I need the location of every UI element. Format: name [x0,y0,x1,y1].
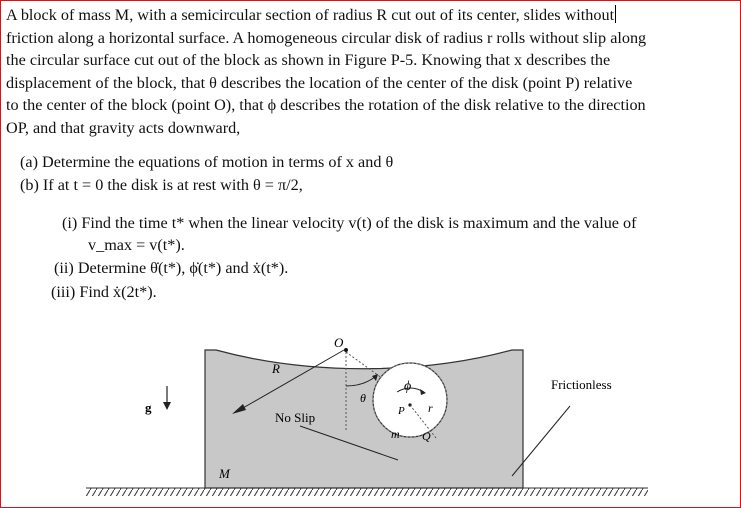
problem-line-1: A block of mass M, with a semicircular section of radius R cut out of its center, slides without [6,6,615,24]
point-O [344,348,348,352]
label-r: r [428,401,433,415]
label-P: P [398,405,405,417]
problem-line-4: displacement of the block, that θ describes the location of the center of the disk (point P) relative [6,73,633,92]
ground-hatch [86,488,648,496]
label-noslip: No Slip [275,410,316,425]
problem-line-6: OP, and that gravity acts downward, [6,118,241,137]
label-g: g [145,400,152,415]
subpart-i-line1: (i) Find the time t* when the linear velocity v(t) of the disk is maximum and the value of [62,214,637,232]
problem-line-2: friction along a horizontal surface. A homogeneous circular disk of radius r rolls without slip along [6,28,647,47]
gravity-arrowhead [163,402,171,410]
label-M: M [219,466,230,481]
label-frictionless: Frictionless [551,377,612,392]
subpart-iii: (iii) Find ẋ(2t*). [51,283,157,301]
block [205,350,523,488]
problem-line-5: to the center of the block (point O), that ϕ describes the rotation of the disk relative to the direction [6,96,646,115]
part-a: (a) Determine the equations of motion in terms of x and θ [20,153,394,171]
problem-line-3: the circular surface cut out of the block as shown in Figure P-5. Knowing that x describes the [6,51,611,70]
label-theta: θ [360,391,366,405]
subpart-i-line2: v_max = v(t*). [88,236,185,254]
part-b: (b) If at t = 0 the disk is at rest with θ = π/2, [20,176,303,194]
label-m: m [391,427,400,441]
label-Q: Q [422,429,431,443]
label-R: R [272,361,280,376]
label-phi: ϕ [404,379,412,394]
subpart-ii: (ii) Determine θ̇(t*), ϕ̇(t*) and ẋ(t*). [54,259,289,277]
label-O: O [334,335,344,350]
